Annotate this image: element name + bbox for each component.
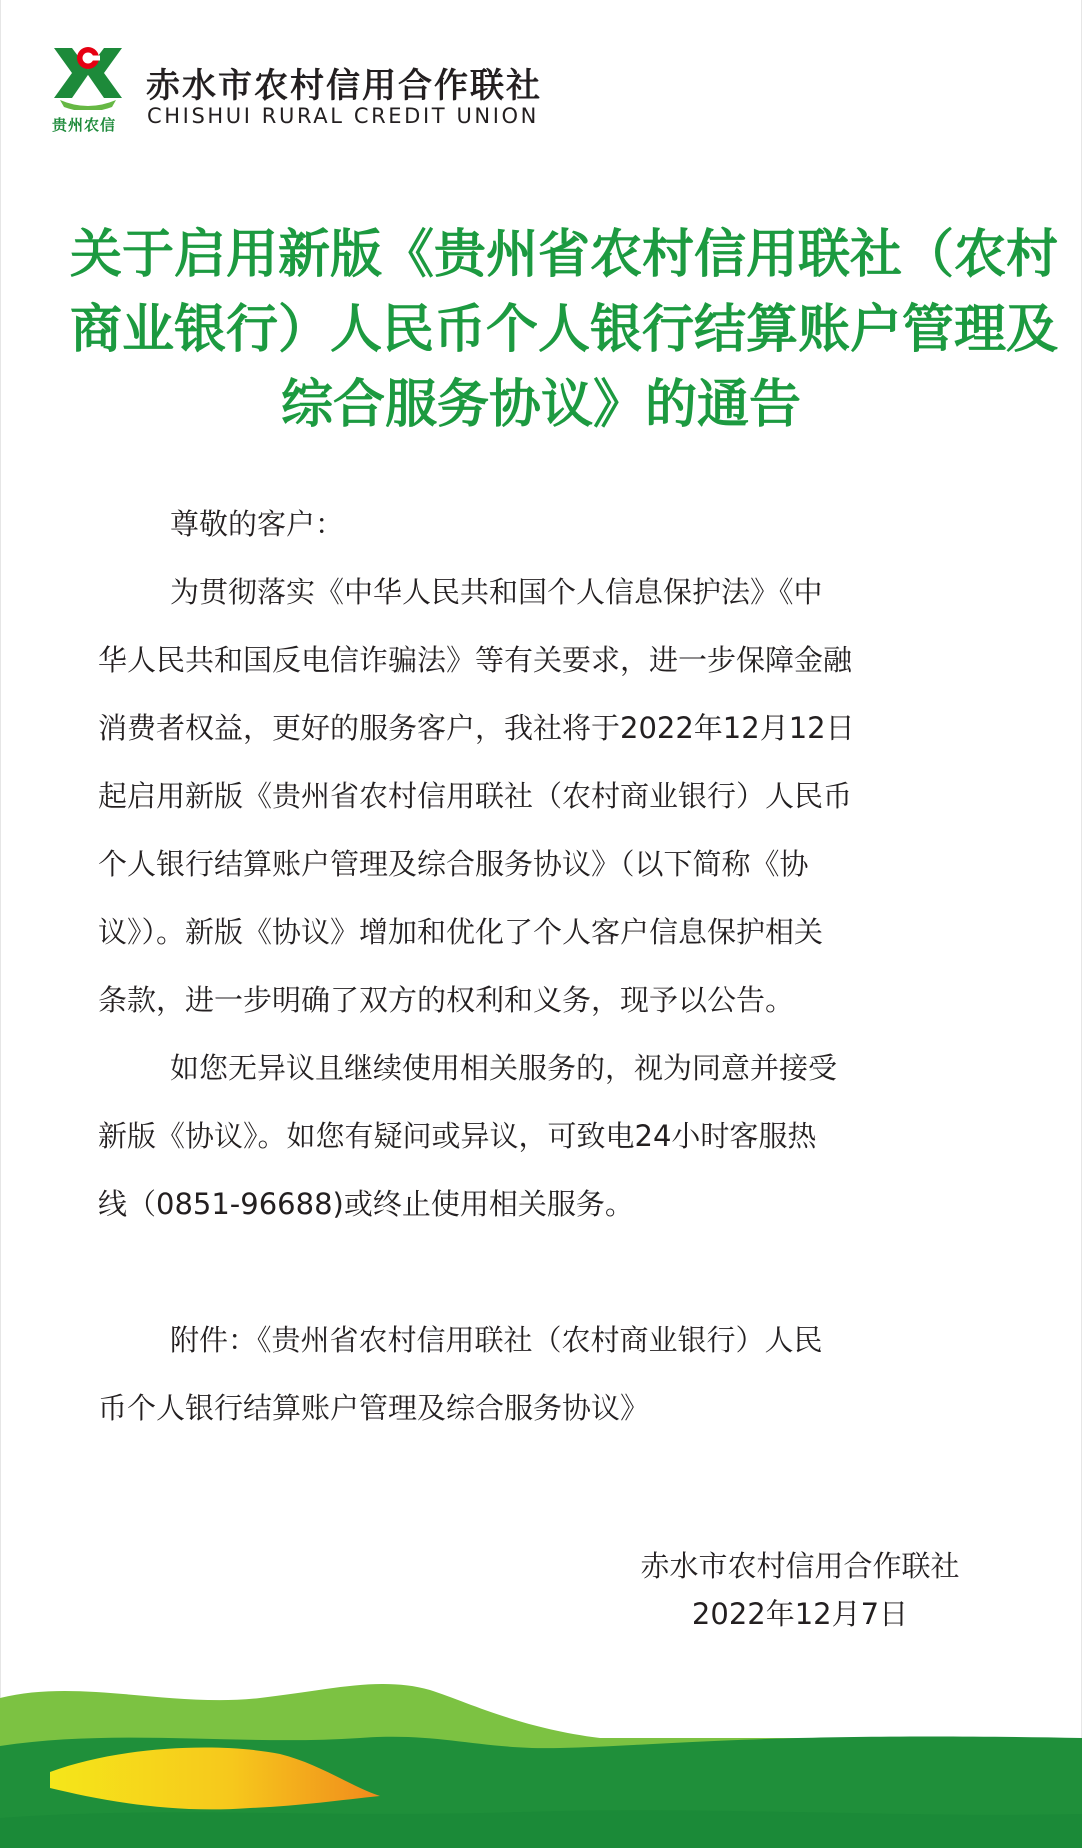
signature-date: 2022年12月7日 [691, 1597, 909, 1631]
paragraph-line: 议》）。新版《协议》增加和优化了个人客户信息保护相关 [98, 915, 824, 949]
salutation: 尊敬的客户： [170, 507, 345, 541]
paragraph-line: 华人民共和国反电信诈骗法》等有关要求，进一步保障金融 [98, 643, 853, 677]
paragraph-attachment [98, 1306, 988, 1442]
paragraph-line: 消费者权益，更好的服务客户，我社将于2022年12月12日 [98, 711, 855, 745]
signature-org: 赤水市农村信用合作联社 [640, 1549, 960, 1583]
guizhou-rural-credit-logo-icon [50, 40, 126, 110]
paragraph-line: 如您无异议且继续使用相关服务的，视为同意并接受 [170, 1051, 838, 1085]
paragraph-line: 新版《协议》。如您有疑问或异议，可致电24小时客服热 [98, 1119, 817, 1153]
paragraph-line: 币个人银行结算账户管理及综合服务协议》 [98, 1391, 650, 1425]
paragraph-line: 条款，进一步明确了双方的权利和义务，现予以公告。 [98, 983, 795, 1017]
paragraph-consent [98, 1034, 988, 1238]
org-name-en: CHISHUI RURAL CREDIT UNION [147, 104, 539, 128]
paragraph-line: 附件：《贵州省农村信用联社（农村商业银行）人民 [170, 1323, 823, 1357]
org-name-cn: 赤水市农村信用合作联社 [146, 66, 542, 106]
notice-body [98, 490, 988, 1442]
paragraph-line: 线（0851-96688)或终止使用相关服务。 [98, 1187, 634, 1221]
paragraph-line: 为贯彻落实《中华人民共和国个人信息保护法》《中 [170, 575, 823, 609]
header [50, 40, 610, 140]
title-line: 综合服务协议》的通告 [280, 375, 801, 435]
paragraph-policy [98, 558, 988, 1034]
title-line: 关于启用新版《贵州省农村信用联社（农村 [70, 225, 1059, 285]
notice-title [70, 218, 1059, 443]
logo-caption: 贵州农信 [52, 116, 117, 134]
title-line: 商业银行）人民币个人银行结算账户管理及 [70, 300, 1059, 360]
paragraph-line: 个人银行结算账户管理及综合服务协议》（以下简称《协 [98, 847, 809, 881]
signature-block [600, 1542, 1000, 1638]
page-border-left [0, 0, 1, 1848]
paragraph-line: 起启用新版《贵州省农村信用联社（农村商业银行）人民币 [98, 779, 853, 813]
spacer [98, 1238, 988, 1306]
hills-decoration [0, 1668, 1082, 1848]
